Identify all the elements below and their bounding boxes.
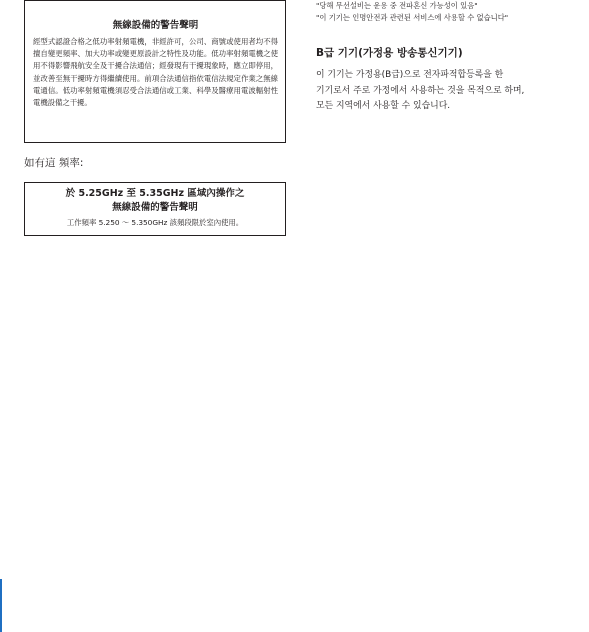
korea-class-b-heading: B급 기기(가정용 방송통신기기) (316, 47, 463, 59)
taiwan-warning-title: 無線設備的警告聲明 (112, 20, 199, 31)
frequency-warning-title (31, 187, 279, 214)
frequency-label: 如有這 頻率: (24, 157, 84, 169)
frequency-warning-box (24, 182, 286, 236)
frequency-warning-title-line2: 無線設備的警告聲明 (112, 201, 198, 213)
page-edge-accent-bar (0, 579, 2, 632)
frequency-warning-body: 工作頻率 5.250 ～ 5.350GHz 該頻段限於室內使用。 (66, 218, 244, 227)
korea-interference-notice (316, 0, 589, 24)
korea-notice-line2: "이 기기는 인명안전과 관련된 서비스에 사용할 수 없습니다" (316, 13, 509, 22)
korea-class-b-line3: 모든 지역에서 사용할 수 있습니다. (316, 101, 451, 111)
korea-class-b-body (316, 68, 581, 115)
taiwan-warning-body: 經型式認證合格之低功率射頻電機，非經許可，公司、商號或使用者均不得擅自變更頻率、加大功率或變更原設計之特性及功能。低功率射頻電機之使用不得影響飛航安全及干擾合法通信；經發現有干擾現象時，應立即停用，並改善至無干擾時方得繼續使用。前項合法通信指依電信法規定作業之無線電通信。低功率射頻電機須忍受合法通信或工業、科學及醫療用電波輻射性電機設備之干擾。 (33, 37, 278, 108)
korea-notice-line1: "당해 무선설비는 운용 중 전파혼신 가능성이 있음" (316, 1, 478, 10)
korea-class-b-line2: 기기로서 주로 가정에서 사용하는 것을 목적으로 하며, (316, 85, 525, 96)
taiwan-wireless-warning-box (24, 0, 286, 143)
frequency-warning-title-line1: 於 5.25GHz 至 5.35GHz 區域內操作之 (65, 188, 245, 199)
korea-class-b-line1: 이 기기는 가정용(B급)으로 전자파적합등록을 한 (316, 70, 504, 80)
